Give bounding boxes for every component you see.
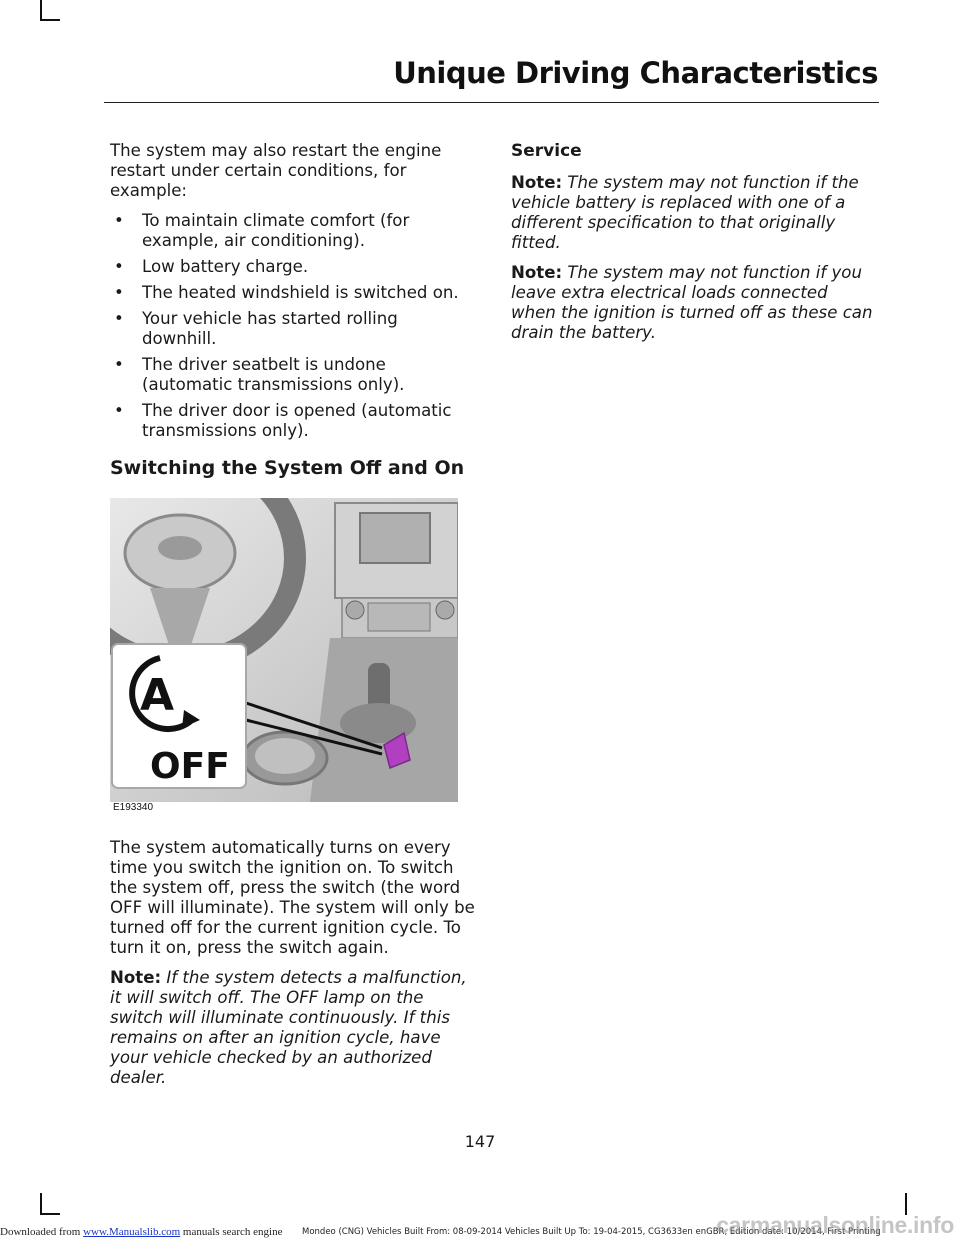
figure-code: E193340 xyxy=(113,802,154,813)
crop-mark-bottom-left-horizontal xyxy=(40,1213,60,1215)
bullet-icon: • xyxy=(114,355,124,374)
list-item: • The driver seatbelt is undone (automatic transmissions only). xyxy=(114,355,405,394)
crop-mark-top-left-vertical xyxy=(40,0,42,20)
section-heading-switching: Switching the System Off and On xyxy=(110,457,465,479)
list-item: • The driver door is opened (automatic transmissions only). xyxy=(114,401,452,440)
manualslib-link[interactable]: www.Manualslib.com xyxy=(83,1226,181,1238)
electrical-loads-note xyxy=(511,263,876,343)
console-drawing xyxy=(110,498,458,818)
edition-footer: Mondeo (CNG) Vehicles Built From: 08-09-2014 Vehicles Built Up To: 19-04-2015, CG3633en enGBR, Edition date: 10/2014, First Printing xyxy=(302,1227,881,1237)
switch-letter: A xyxy=(140,670,175,721)
note-text: The system may not function if the vehicle battery is replaced with one of a different specification to that originally fitted. xyxy=(511,173,859,252)
intro-paragraph: The system may also restart the engine restart under certain conditions, for example: xyxy=(110,141,442,200)
right-column xyxy=(511,141,876,353)
bullet-icon: • xyxy=(114,401,124,420)
battery-spec-note xyxy=(511,173,876,253)
bullet-icon: • xyxy=(114,283,124,302)
crop-mark-top-left-horizontal xyxy=(40,19,60,21)
auto-stop-start-off-callout xyxy=(112,644,246,788)
note-text: If the system detects a malfunction, it will switch off. The OFF lamp on the switch will illuminate continuously. If this remains on after an ignition cycle, have your vehicle checked by an authorized dealer. xyxy=(110,968,467,1087)
list-item: • Low battery charge. xyxy=(114,257,309,276)
note-text: The system may not function if you leave extra electrical loads connected when the ignition is turned off as these can drain the battery. xyxy=(511,263,873,342)
left-column xyxy=(110,141,475,1098)
header-rule xyxy=(104,102,879,103)
restart-conditions-list xyxy=(110,211,475,441)
bullet-icon: • xyxy=(114,309,124,328)
page-title: Unique Driving Characteristics xyxy=(393,56,878,90)
page-number: 147 xyxy=(464,1132,496,1151)
note-label: Note: xyxy=(511,173,563,192)
watermark: carmanualsonline.info xyxy=(716,1212,954,1238)
download-footer: Downloaded from www.Manualslib.com manuals search engine xyxy=(0,1226,283,1238)
interior-illustration xyxy=(110,498,458,818)
note-label: Note: xyxy=(110,968,162,987)
note-label: Note: xyxy=(511,263,563,282)
bullet-icon: • xyxy=(114,211,124,230)
switch-off-label: OFF xyxy=(150,746,230,787)
section-heading-service: Service xyxy=(511,141,582,161)
malfunction-note xyxy=(110,968,475,1088)
list-item: • Your vehicle has started rolling downhill. xyxy=(114,309,398,348)
bullet-icon: • xyxy=(114,257,124,276)
body-paragraph: The system automatically turns on every time you switch the ignition on. To switch the system off, press the switch (the word OFF will illuminate). The system will only be turned off for the current ignition cycle. To turn it on, press the switch again. xyxy=(110,838,475,957)
list-item: • The heated windshield is switched on. xyxy=(114,283,459,302)
list-item: • To maintain climate comfort (for example, air conditioning). xyxy=(114,211,410,250)
crop-mark-bottom-left-vertical xyxy=(40,1193,42,1215)
